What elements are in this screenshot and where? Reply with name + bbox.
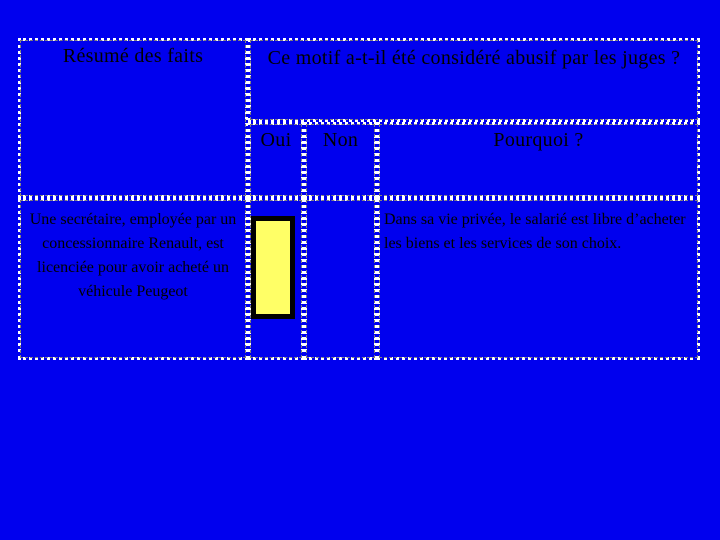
yes-marker [251,216,295,319]
why-text: Dans sa vie privée, le salarié est libre d’acheter les biens et les services de son choix. [384,211,686,252]
why-header-text: Pourquoi ? [493,129,584,151]
no-header-text: Non [322,129,359,151]
no-cell [304,198,377,360]
facts-text: Une secrétaire, employée par un concessionnaire Renault, est licenciée pour avoir acheté un véhicule Peugeot [29,211,237,300]
question-header-text: Ce motif a-t-il été considéré abusif par les juges ? [267,47,681,69]
yes-header-text: Oui [260,129,292,151]
facts-header-text: Résumé des faits [62,45,204,67]
